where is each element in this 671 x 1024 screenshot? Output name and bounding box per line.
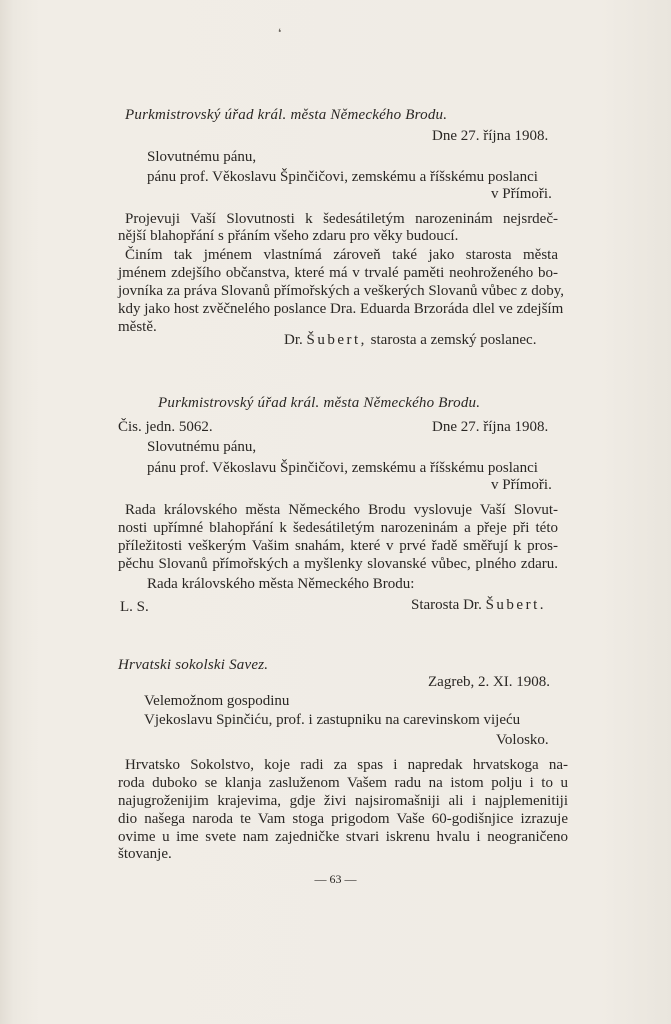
letter-1-body-line: Činím tak jménem vlastnímá zároveň také jako starosta města (125, 247, 558, 263)
ink-speck: ❛ (278, 28, 282, 39)
letter-2-signature (411, 596, 546, 614)
letter-2-heading: Purkmistrovský úřad král. města Německého Brodu. (158, 395, 481, 411)
letter-3-body-line: ovime u ime svete nam zajedničke stvari iskrenu hvalu i neograničeno (118, 829, 568, 845)
letter-1-body-line: městě. (118, 319, 157, 335)
letter-2-addressee: pánu prof. Věkoslavu Špinčičovi, zemskému a říšskému poslanci (147, 460, 538, 476)
letter-1-body-line: Projevuji Vaší Slovutnosti k šedesátiletým narozeninám nejsrdeč- (125, 211, 558, 227)
letter-2-salutation: Slovutnému pánu, (147, 439, 257, 455)
letter-3-salutation: Velemožnom gospodinu (144, 693, 290, 709)
letter-2-body-line: nosti upřímné blahopřání k šedesátiletým narozeninám a přeje při této (118, 520, 558, 536)
letter-3-addressee: Vjekoslavu Spinčiću, prof. i zastupniku na carevinskom vijeću (144, 712, 521, 728)
letter-1-body-line: jménem zdejšího občanstva, které má v trvalé paměti neohroženého bo- (118, 265, 558, 281)
letter-3-place: Volosko. (496, 732, 549, 748)
letter-3-heading: Hrvatski sokolski Savez. (118, 657, 269, 673)
letter-2-place: v Přímoři. (491, 477, 552, 493)
letter-1-heading: Purkmistrovský úřad král. města Německého Brodu. (125, 107, 448, 123)
signature-name: Šubert. (485, 597, 546, 613)
signature-prefix: Starosta Dr. (411, 597, 482, 613)
letter-1-signature (284, 331, 536, 349)
letter-2-reference: Čis. jedn. 5062. (118, 419, 213, 435)
signature-prefix: Dr. (284, 332, 303, 348)
letter-2-body-line: příležitosti veškerým Vašim snahám, které v prvé řadě směřují k pros- (118, 538, 558, 554)
letter-1-date: Dne 27. října 1908. (432, 128, 549, 144)
letter-2-seal: L. S. (120, 599, 149, 615)
letter-1-body-line: nější blahopřání s přáním všeho zdaru pro věky budoucí. (118, 228, 459, 244)
letter-1-body-line: jovníka za práva Slovanů přímořských a veškerých Slovanů vůbec z doby, (118, 283, 564, 299)
signature-title: starosta a zemský poslanec. (370, 332, 537, 348)
letter-2-body-line: pěchu Slovanů přímořských a myšlenky slovanské vůbec, plného zdaru. (118, 556, 558, 572)
letter-3-body-line: štovanje. (118, 846, 172, 862)
letter-2-date: Dne 27. října 1908. (432, 419, 549, 435)
signature-name: Šubert, (306, 332, 367, 348)
letter-2-body-line: Rada královského města Německého Brodu vyslovuje Vaší Slovut- (125, 502, 558, 518)
letter-1-addressee: pánu prof. Věkoslavu Špinčičovi, zemskému a říšskému poslanci (147, 169, 538, 185)
letter-3-date: Zagreb, 2. XI. 1908. (428, 674, 551, 690)
letter-3-body-line: najugroženijim krajevima, gdje živi najsiromašniji ali i najplemenitiji (118, 793, 568, 809)
letter-2-council: Rada královského města Německého Brodu: (147, 576, 415, 592)
letter-3-body-line: Hrvatsko Sokolstvo, koje radi za spas i napredak hrvatskoga na- (125, 757, 568, 773)
letter-3-body-line: dio našega naroda te Vam stoga prigodom Vaše 60-godišnjice izrazuje (118, 811, 568, 827)
page-number: — 63 — (314, 872, 357, 886)
letter-1-place: v Přímoři. (491, 186, 552, 202)
letter-1-body-line: kdy jako host zvěčnelého poslance Dra. Eduarda Brzoráda dlel ve zdejším (118, 301, 564, 317)
letter-1-salutation: Slovutnému pánu, (147, 149, 257, 165)
letter-3-body-line: roda duboko se klanja zasluženom Vašem radu na istom polju i to u (118, 775, 568, 791)
